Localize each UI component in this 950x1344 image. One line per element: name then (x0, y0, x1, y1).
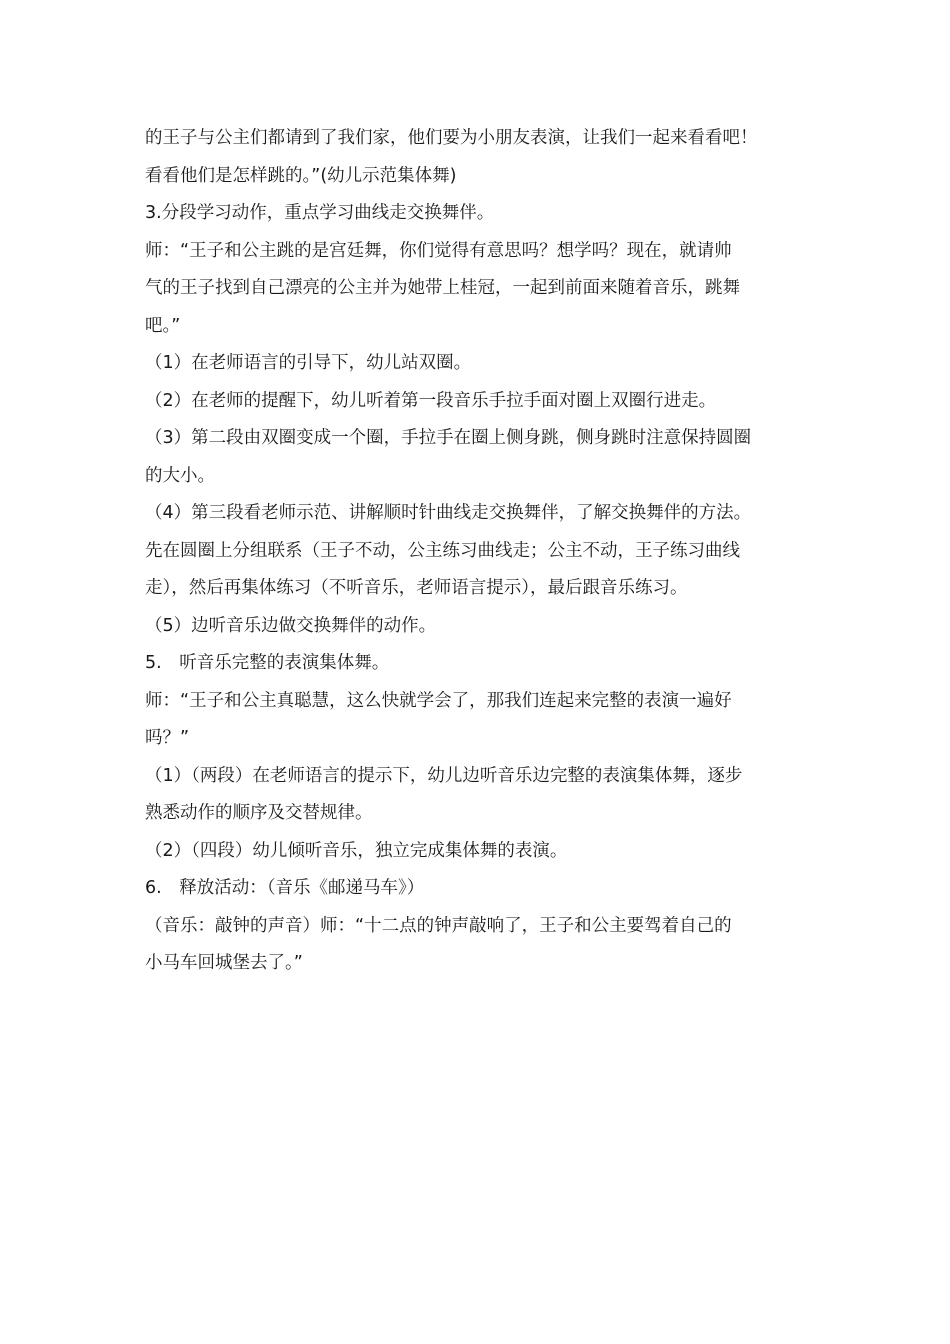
list-item: （5）边听音乐边做交换舞伴的动作。 (145, 615, 437, 636)
list-item: （1）在老师语言的引导下，幼儿站双圈。 (145, 353, 472, 373)
list-item: （4）第三段看老师示范、讲解顺时针曲线走交换舞伴，了解交换舞伴的方法。 (145, 503, 752, 523)
text-line: 气的王子找到自己漂亮的公主并为她带上桂冠，一起到前面来随着音乐，跳舞 (145, 278, 740, 298)
text-line: （音乐：敲钟的声音）师：“十二点的钟声敲响了，王子和公主要驾着自己的 (145, 915, 732, 936)
text-line: 吗？” (145, 728, 190, 748)
list-item: （3）第二段由双圈变成一个圈，手拉手在圈上侧身跳，侧身跳时注意保持圆圈 (145, 428, 752, 448)
text-line: 熟悉动作的顺序及交替规律。 (145, 803, 373, 823)
text-line: 师：“王子和公主真聪慧，这么快就学会了，那我们连起来完整的表演一遍好 (145, 690, 732, 711)
section-heading: 5. 听音乐完整的表演集体舞。 (145, 653, 390, 673)
text-line: 的大小。 (145, 465, 215, 486)
section-heading: 6. 释放活动：（音乐《邮递马车》） (145, 878, 425, 898)
text-line: 小马车回城堡去了。” (145, 953, 303, 973)
text-line: 先在圆圈上分组联系（王子不动，公主练习曲线走；公主不动，王子练习曲线 (145, 540, 740, 561)
text-line: 看看他们是怎样跳的。”(幼儿示范集体舞) (145, 165, 457, 186)
list-item: （2）（四段）幼儿倾听音乐，独立完成集体舞的表演。 (145, 840, 568, 861)
section-heading: 3.分段学习动作，重点学习曲线走交换舞伴。 (145, 203, 495, 223)
text-line: 走），然后再集体练习（不听音乐，老师语言提示），最后跟音乐练习。 (145, 578, 688, 598)
text-line: 师：“王子和公主跳的是宫廷舞，你们觉得有意思吗？想学吗？现在，就请帅 (145, 240, 732, 261)
text-line: 吧。” (145, 315, 181, 336)
list-item: （1）（两段）在老师语言的提示下，幼儿边听音乐边完整的表演集体舞，逐步 (145, 765, 743, 786)
list-item: （2）在老师的提醒下，幼儿听着第一段音乐手拉手面对圈上双圈行进走。 (145, 390, 717, 411)
document-body (145, 120, 810, 983)
text-line: 的王子与公主们都请到了我们家，他们要为小朋友表演，让我们一起来看看吧！ (145, 128, 758, 148)
